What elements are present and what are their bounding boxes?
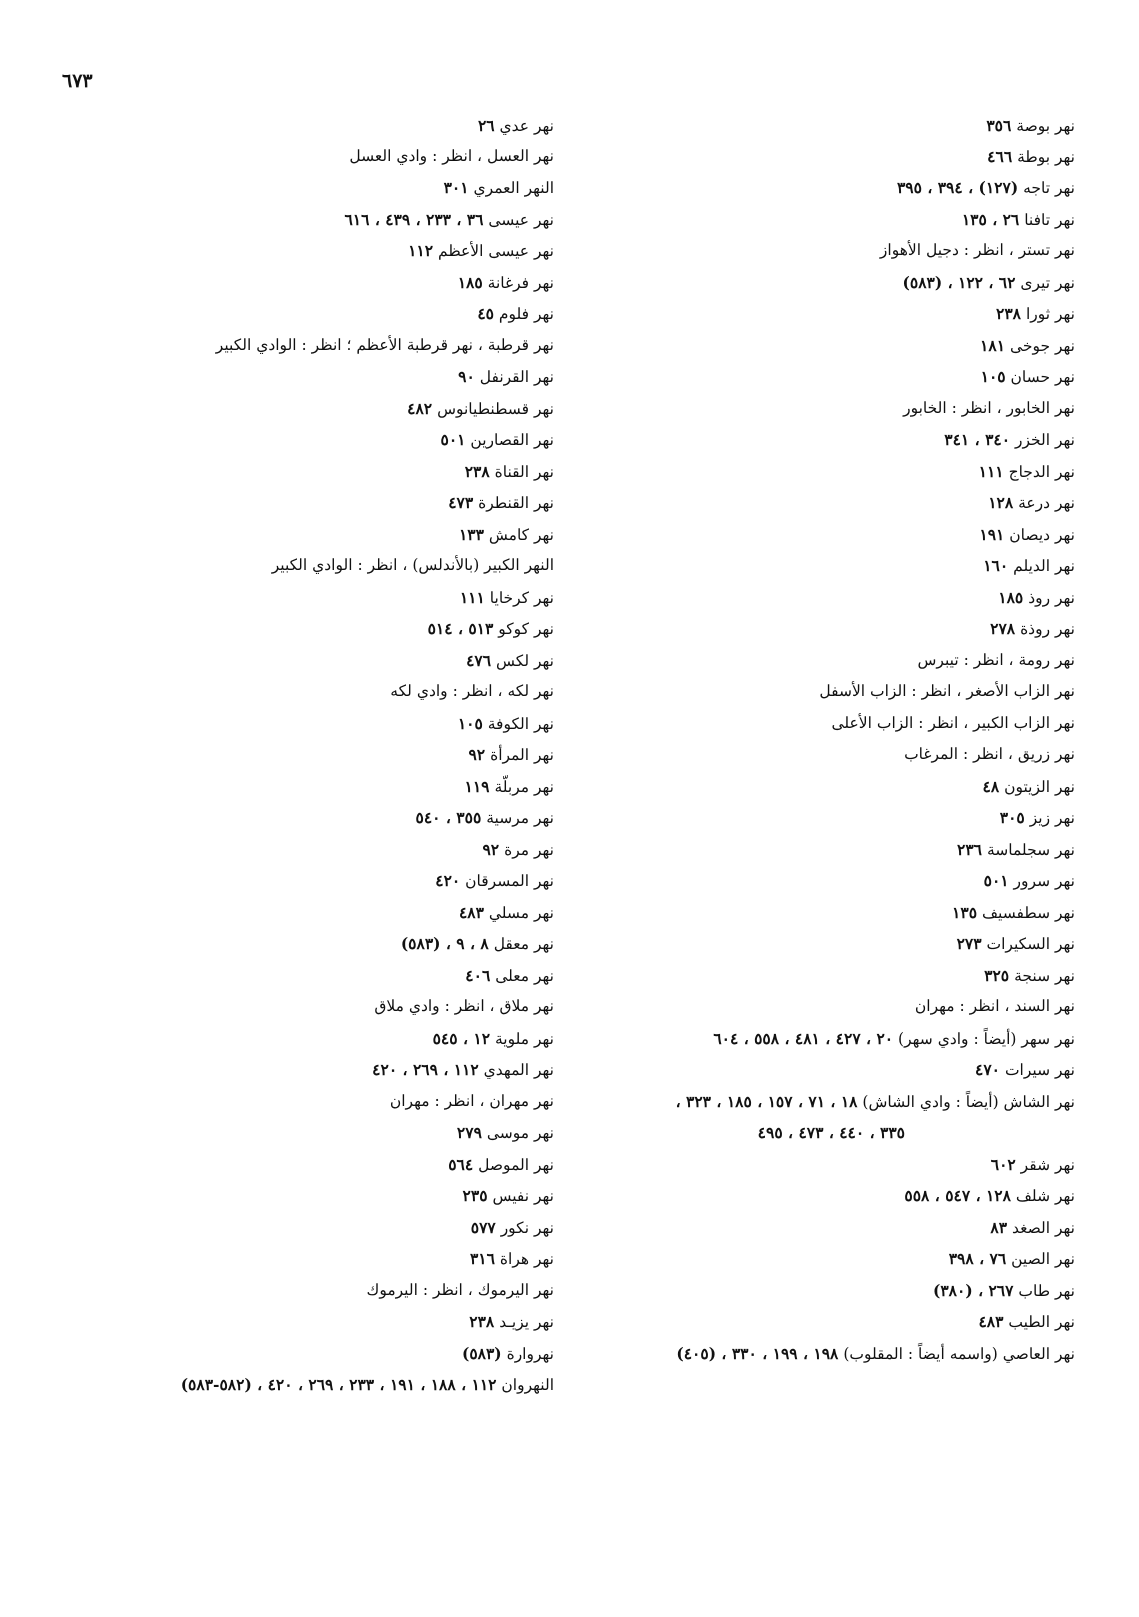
index-entry [831, 716, 1075, 732]
index-entry [367, 1283, 554, 1299]
index-entry [408, 243, 554, 260]
index-entry [462, 1346, 554, 1363]
index-entry [676, 1094, 1075, 1111]
index-entry [986, 118, 1075, 135]
entry-head: نهر مرة [504, 841, 554, 859]
entry-page-refs: ٢٣٨ [469, 1312, 495, 1331]
index-entry [458, 275, 554, 292]
entry-page-refs: ٢٠ ، ٤٢٧ ، ٤٨١ ، ٥٥٨ ، ٦٠٤ [713, 1029, 894, 1048]
entry-head: نهر بوطة [1017, 148, 1075, 166]
entry-page-refs: ٤٥ [477, 304, 494, 323]
entry-page-refs: ١٩١ [979, 525, 1005, 544]
entry-head: نهر لكس [496, 652, 554, 670]
entry-head: نهر الديلم [1013, 557, 1075, 575]
entry-head: نهر ملاق ، انظر : وادي ملاق [374, 997, 554, 1015]
entry-page-refs: ٦٠٢ [990, 1155, 1016, 1174]
index-entry [433, 1031, 554, 1048]
entry-head: نهر تستر ، انظر : دجيل الأهواز [879, 241, 1075, 259]
entry-head: نهر القصارين [470, 431, 554, 449]
entry-head: نهر سهر (أيضاً : وادي سهر) [898, 1030, 1075, 1048]
index-entry [465, 968, 554, 985]
entry-head: نهر الدجاج [1008, 463, 1075, 481]
entry-head: نهر سطفسيف [981, 904, 1075, 922]
entry-page-refs: ١٢ ، ٥٤٥ [432, 1029, 491, 1048]
index-entry [441, 432, 555, 449]
index-entry [459, 527, 554, 544]
index-entry [980, 338, 1075, 355]
entry-page-refs: ٢٣٦ [957, 840, 983, 859]
entry-page-refs: ٢٦ [477, 116, 495, 135]
entry-head: نهر مرسية [486, 809, 554, 827]
index-entry [390, 684, 554, 700]
entry-page-refs: ٤٠٦ [465, 966, 491, 985]
index-entry [933, 1283, 1075, 1300]
entry-page-refs: ١٦٠ [983, 556, 1009, 575]
index-entry [978, 1314, 1075, 1331]
entry-head: نهر الشاش (أيضاً : وادي الشاش) [862, 1093, 1075, 1111]
index-entry [1000, 810, 1075, 827]
entry-head: نهر السكيرات [986, 935, 1075, 953]
index-entry [987, 149, 1075, 166]
entry-page-refs: ١٣٣ [458, 525, 484, 544]
entry-head: نهر الصين [1011, 1250, 1075, 1268]
entry-head: نهر المرأة [490, 746, 554, 764]
index-entry [444, 180, 554, 197]
entry-head: نهر مربلّة [494, 778, 554, 796]
entry-page-refs: ٢٧٨ [990, 619, 1016, 638]
entry-page-refs: ٤٨٣ [978, 1312, 1004, 1331]
entry-page-refs: ٥٦٤ [448, 1155, 474, 1174]
entry-head: نهر الزاب الكبير ، انظر : الزاب الأعلى [831, 714, 1075, 732]
entry-page-refs: ١٢٨ ، ٥٤٧ ، ٥٥٨ [904, 1186, 1011, 1205]
index-entry [979, 527, 1075, 544]
entry-head: نهر تيرى [1020, 274, 1075, 292]
entry-page-refs: ٣٥٥ ، ٥٤٠ [415, 808, 482, 827]
index-entry [401, 936, 554, 953]
entry-page-refs: ٥١٣ ، ٥١٤ [427, 619, 494, 638]
index-entry [880, 243, 1075, 259]
index-entry [478, 118, 554, 135]
index-entry [952, 905, 1075, 922]
entry-head: نهر عدي [499, 117, 554, 135]
entry-head: نهر درعة [1018, 494, 1075, 512]
index-entry [996, 306, 1075, 323]
entry-page-refs: ٣٤٠ ، ٣٤١ [944, 430, 1011, 449]
index-entry [466, 653, 554, 670]
index-entry [344, 212, 554, 229]
entry-head: نهر كرخايا [489, 589, 554, 607]
index-entry [957, 842, 1075, 859]
entry-page-refs: ٥٠١ [983, 871, 1009, 890]
index-entry [458, 369, 554, 386]
entry-page-refs: ١١٩ [464, 777, 490, 796]
index-entry [944, 432, 1075, 449]
entry-page-refs: ٢٣٨ [996, 304, 1021, 323]
entry-head: نهر نفيس [492, 1187, 554, 1205]
entry-head: نهر مسلي [488, 904, 554, 922]
entry-head: نهر قسطنطيانوس [437, 400, 554, 418]
entry-page-refs: ٥٠١ [440, 430, 466, 449]
entry-page-refs: ٤٨ [982, 777, 1000, 796]
index-entry [457, 1125, 554, 1142]
index-entry [448, 1157, 554, 1174]
entry-head: نهر موسى [486, 1124, 554, 1142]
index-entry [435, 873, 554, 890]
index-entry [949, 1251, 1075, 1268]
index-entry [465, 464, 554, 481]
entry-page-refs: ٩٠ [458, 367, 475, 386]
entry-page-refs: ٤٨٢ [407, 399, 433, 418]
entry-head: نهر يزيـد [499, 1313, 554, 1331]
entry-head: نهر كوكو [498, 620, 554, 638]
index-entry [390, 1094, 554, 1110]
index-entry [465, 779, 554, 796]
entry-page-refs: ٢٣٨ [464, 462, 490, 481]
entry-head: نهر عيسى الأعظم [438, 242, 554, 260]
entry-head: نهر شقر [1020, 1156, 1075, 1174]
index-entry [471, 1220, 554, 1237]
entry-page-refs: ٣١٦ [469, 1249, 495, 1268]
entry-head: النهر العمري [473, 179, 554, 197]
index-entry [374, 999, 554, 1015]
index-entry [758, 1125, 1075, 1142]
index-entry [957, 936, 1075, 953]
index-entry [998, 590, 1075, 607]
index-entry [458, 716, 554, 733]
index-entry [416, 810, 554, 827]
entry-page-refs: ١١٢ ، ٢٦٩ ، ٤٢٠ [372, 1060, 479, 1079]
index-entry [463, 1188, 554, 1205]
entry-head: نهر سرور [1013, 872, 1075, 890]
entry-page-refs: ٩٢ [482, 840, 500, 859]
entry-head: نهر تافنا [1024, 211, 1075, 229]
index-entry [990, 1220, 1075, 1237]
entry-head: نهر جوخى [1009, 337, 1075, 355]
entry-head: نهر الزاب الأصغر ، انظر : الزاب الأسفل [819, 682, 1075, 700]
index-entry [984, 873, 1075, 890]
entry-page-refs: ٤٨٣ [458, 903, 484, 922]
entry-page-refs: ١٠٥ [980, 367, 1006, 386]
entry-head: نهر قرطبة ، نهر قرطبة الأعظم ؛ انظر : الوادي الكبير [215, 336, 554, 354]
entry-head: النهر الكبير (بالأندلس) ، انظر : الوادي الكبير [271, 556, 554, 574]
entry-head: نهر زيز [1029, 809, 1075, 827]
entry-head: نهر لكه ، انظر : وادي لكه [390, 682, 554, 700]
entry-page-refs: ٤٦٦ [987, 147, 1013, 166]
entry-head: نهر عيسى [488, 211, 554, 229]
index-entry [819, 684, 1075, 700]
entry-head: نهر زريق ، انظر : المرغاب [904, 745, 1075, 763]
entry-page-refs: ٦٢ ، ١٢٢ ، (٥٨٣) [902, 273, 1016, 292]
entry-head: نهر اليرموك ، انظر : اليرموك [366, 1281, 554, 1299]
index-entry [428, 621, 554, 638]
entry-page-refs: ٥٧٧ [470, 1218, 496, 1237]
entry-page-refs: ١٨٥ [457, 273, 483, 292]
entry-head: نهر القرنفل [479, 368, 554, 386]
entry-page-refs: ١٨٥ [998, 588, 1024, 607]
entry-page-refs: ٤٧٣ [448, 493, 474, 512]
entry-head: نهر الخزر [1014, 431, 1075, 449]
index-entry [990, 621, 1075, 638]
entry-page-refs: ٨ ، ٩ ، (٥٨٣) [400, 934, 489, 953]
entry-head: نهر شلف [1015, 1187, 1075, 1205]
entry-head: نهر فلوم [498, 305, 554, 323]
index-entry [984, 968, 1075, 985]
index-entry [991, 1157, 1075, 1174]
entry-head: نهر طاب [1018, 1282, 1075, 1300]
entry-head: نهر المسرقان [465, 872, 554, 890]
index-entry [988, 495, 1075, 512]
index-entry [272, 558, 554, 574]
entry-page-refs: ١٣٥ [952, 903, 978, 922]
index-entry [407, 401, 554, 418]
entry-page-refs: ٨٣ [990, 1218, 1008, 1237]
index-entry [903, 401, 1075, 417]
entry-page-refs: ٢٣٥ [462, 1186, 488, 1205]
entry-page-refs: ١١١ [459, 588, 485, 607]
entry-head: نهر سيرات [1004, 1061, 1075, 1079]
entry-head: نهر الكوفة [487, 715, 554, 733]
entry-head: نهر العسل ، انظر : وادي العسل [349, 147, 554, 165]
entry-head: نهر روذة [1020, 620, 1075, 638]
index-entry [983, 558, 1075, 575]
entry-page-refs: ١٠٥ [457, 714, 483, 733]
entry-head: نهروارة [506, 1345, 554, 1363]
entry-head: نهر الزيتون [1004, 778, 1075, 796]
entry-head: نهر السند ، انظر : مهران [914, 997, 1075, 1015]
index-entry [962, 212, 1075, 229]
entry-page-refs: ١٨١ [980, 336, 1006, 355]
entry-head: نهر نكور [500, 1219, 554, 1237]
index-entry [713, 1031, 1075, 1048]
entry-page-refs: ٤٧٠ [975, 1060, 1000, 1079]
entry-head: نهر القناة [494, 463, 554, 481]
entry-head: نهر ديصان [1009, 526, 1075, 544]
entry-page-refs: ٣٣٥ ، ٤٤٠ ، ٤٧٣ ، ٤٩٥ [757, 1123, 905, 1142]
entry-head: نهر مهران ، انظر : مهران [389, 1092, 554, 1110]
entry-page-refs: ٢٧٩ [456, 1123, 482, 1142]
entry-head: نهر هراة [499, 1250, 554, 1268]
entry-page-refs: ١١٢ [408, 241, 434, 260]
entry-page-refs: ٢٧٣ [956, 934, 982, 953]
index-entry [897, 180, 1075, 197]
index-entry [448, 495, 554, 512]
entry-page-refs: ٣٦ ، ٢٣٣ ، ٤٣٩ ، ٦١٦ [344, 210, 484, 229]
entry-head: نهر تاجه [1023, 179, 1075, 197]
index-entry [983, 779, 1076, 796]
page-number: ٦٧٣ [62, 70, 93, 92]
entry-head: نهر ثورا [1025, 305, 1075, 323]
index-entry [216, 338, 554, 354]
entry-page-refs: ٧٦ ، ٣٩٨ [948, 1249, 1007, 1268]
index-entry [918, 653, 1075, 669]
entry-page-refs: ٣٢٥ [984, 966, 1010, 985]
index-entry [477, 306, 554, 323]
entry-head: نهر الخابور ، انظر : الخابور [903, 399, 1075, 417]
index-entry [676, 1346, 1075, 1363]
entry-page-refs: ٣٠١ [443, 178, 469, 197]
entry-head: نهر معلى [495, 967, 554, 985]
entry-page-refs: (١٢٧) ، ٣٩٤ ، ٣٩٥ [896, 178, 1019, 197]
index-entry [975, 1062, 1075, 1079]
entry-head: النهروان [501, 1376, 554, 1394]
entry-head: نهر فرغانة [487, 274, 554, 292]
entry-head: نهر الموصل [478, 1156, 554, 1174]
entry-head: نهر الطيب [1008, 1313, 1075, 1331]
entry-page-refs: ١٢٨ [988, 493, 1014, 512]
index-entry [915, 999, 1075, 1015]
index-entry [903, 275, 1075, 292]
entry-head: نهر العاصي (واسمه أيضاً : المقلوب) [843, 1345, 1075, 1363]
entry-head: نهر القنطرة [478, 494, 554, 512]
entry-head: نهر كامش [488, 526, 554, 544]
index-entry [469, 1314, 554, 1331]
entry-page-refs: ٢٦ ، ١٣٥ [961, 210, 1020, 229]
entry-page-refs: ٤٢٠ [435, 871, 461, 890]
entry-head: نهر سنجة [1014, 967, 1075, 985]
index-entry [459, 905, 554, 922]
entry-page-refs: ٤٧٦ [466, 651, 492, 670]
index-entry [470, 1251, 554, 1268]
entry-page-refs: (٥٨٣) [461, 1344, 502, 1363]
entry-page-refs: ٩٢ [468, 745, 486, 764]
entry-head: نهر حسان [1010, 368, 1075, 386]
entry-page-refs: ١١٢ ، ١٨٨ ، ١٩١ ، ٢٣٣ ، ٢٦٩ ، ٤٢٠ ، (٥٨٢-٥٨٣) [180, 1375, 497, 1394]
entry-head: نهر سجلماسة [986, 841, 1075, 859]
index-entry [904, 747, 1075, 763]
index-entry [468, 747, 554, 764]
entry-page-refs: ٣٥٦ [986, 116, 1012, 135]
index-entry [372, 1062, 554, 1079]
entry-page-refs: ٣٠٥ [999, 808, 1025, 827]
entry-head: نهر الصغد [1011, 1219, 1075, 1237]
index-entry [979, 464, 1075, 481]
entry-head: نهر رومة ، انظر : تيبرس [917, 651, 1075, 669]
entry-page-refs: ١٨ ، ٧١ ، ١٥٧ ، ١٨٥ ، ٣٢٣ ، [675, 1092, 858, 1111]
entry-head: نهر ملوية [494, 1030, 554, 1048]
index-entry [482, 842, 554, 859]
entry-page-refs: ١١١ [978, 462, 1004, 481]
entry-head: نهر بوصة [1016, 117, 1075, 135]
entry-page-refs: ١٩٨ ، ١٩٩ ، ٣٣٠ ، (٤٠٥) [676, 1344, 839, 1363]
index-entry [349, 149, 554, 165]
entry-head: نهر معقل [493, 935, 554, 953]
index-entry [460, 590, 554, 607]
index-entry [981, 369, 1075, 386]
entry-page-refs: ٢٦٧ ، (٣٨٠) [933, 1281, 1014, 1300]
index-entry [181, 1377, 554, 1394]
index-entry [904, 1188, 1075, 1205]
entry-head: نهر المهدي [483, 1061, 554, 1079]
entry-head: نهر روذ [1028, 589, 1075, 607]
